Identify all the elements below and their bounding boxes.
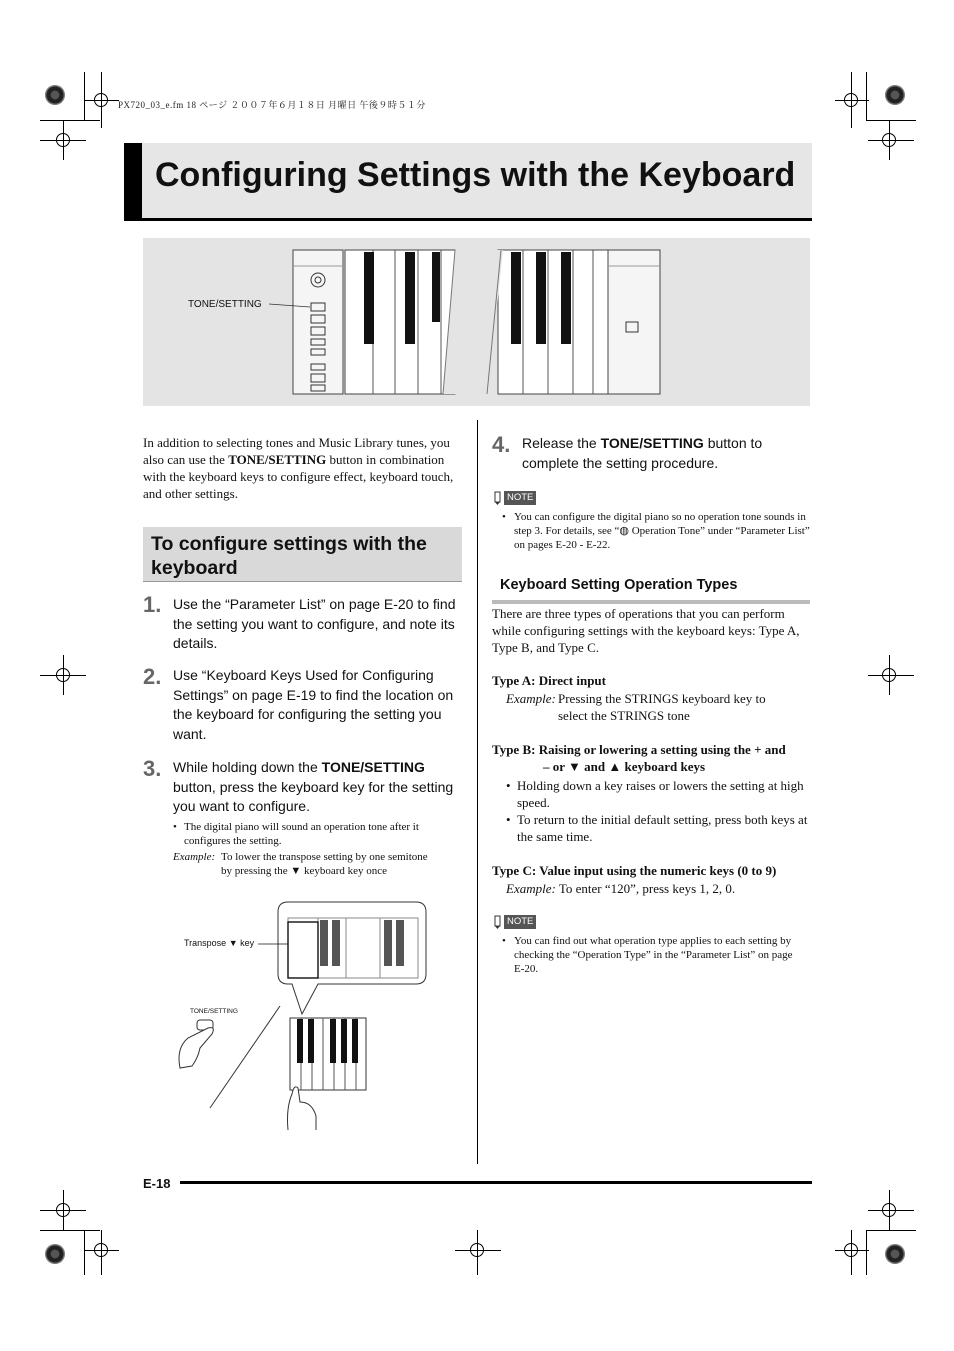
keyboard-panel-drawing xyxy=(143,238,810,406)
registration-mark xyxy=(885,1244,905,1264)
pencil-icon xyxy=(492,491,504,505)
registration-mark xyxy=(885,85,905,105)
note-1-bullet: • You can configure the digital piano so no operation tone sounds in step 3. For details, see “◍ Operation Tone” under “Parameter List” on pages E-20 - E-22. xyxy=(502,511,810,551)
type-b-bullet: • To return to the initial default setting, press both keys at the same time. xyxy=(506,812,808,844)
type-a-heading: Type A: Direct input xyxy=(492,673,606,688)
note-label: NOTE xyxy=(504,491,536,505)
page-number: E-18 xyxy=(143,1176,171,1191)
type-a-example: Example: Pressing the STRINGS keyboard key to select the STRINGS tone xyxy=(506,691,766,723)
step-number: 4. xyxy=(492,432,511,457)
column-divider xyxy=(477,420,478,1164)
step-3-text: While holding down the TONE/SETTING button, press the keyboard key for the setting you want to configure. xyxy=(173,759,454,814)
step-4-text: Release the TONE/SETTING button to complete the setting procedure. xyxy=(522,435,763,471)
pencil-icon xyxy=(492,915,504,929)
step-1-text: Use the “Parameter List” on page E-20 to find the setting you want to configure, and note its details. xyxy=(173,596,456,651)
footer-rule xyxy=(180,1181,812,1184)
keyboard-illustration xyxy=(143,238,810,406)
note-label: NOTE xyxy=(504,915,536,929)
step-3-example: Example: To lower the transpose setting by one semitone by pressing the ▼ keyboard key once xyxy=(173,851,428,877)
file-header-line: PX720_03_e.fm 18 ページ ２００７年６月１８日 月曜日 午後９時５１分 xyxy=(118,100,426,110)
tone-setting-callout: TONE/SETTING xyxy=(188,299,262,310)
step-3-bullet: • The digital piano will sound an operation tone after it configures the setting. xyxy=(173,821,419,847)
tone-setting-small-label: TONE/SETTING xyxy=(190,1008,238,1015)
title-bar xyxy=(124,143,812,221)
note-2-bullet: • You can find out what operation type applies to each setting by checking the “Operation Type” in the “Parameter List” on page E-20. xyxy=(502,935,793,975)
step-number: 2. xyxy=(143,664,162,689)
section-heading-box xyxy=(143,527,462,582)
type-c-heading: Type C: Value input using the numeric keys (0 to 9) xyxy=(492,863,777,878)
note-badge xyxy=(492,491,536,505)
subheading: Keyboard Setting Operation Types xyxy=(492,576,810,604)
title-accent-block xyxy=(124,143,142,218)
registration-mark xyxy=(45,85,65,105)
transpose-figure xyxy=(170,898,440,1138)
type-c-example: Example: To enter “120”, press keys 1, 2, 0. xyxy=(506,881,736,896)
step-number: 3. xyxy=(143,756,162,781)
types-intro: There are three types of operations that you can perform while configuring settings with the keyboard keys: Type A, Type B, and Type C. xyxy=(492,606,800,655)
registration-mark xyxy=(45,1244,65,1264)
transpose-key-drawing xyxy=(170,898,440,1138)
step-2-text: Use “Keyboard Keys Used for Configuring Settings” on page E-19 to find the location on the keyboard for configuring the setting you want. xyxy=(173,667,454,742)
intro-paragraph: In addition to selecting tones and Music Library tunes, you also can use the TONE/SETTING button in combination with the keyboard keys to configure effect, keyboard touch, and other settings. xyxy=(143,435,454,501)
note-badge xyxy=(492,915,536,929)
type-b-heading: Type B: Raising or lowering a setting using the + and – or ▼ and ▲ keyboard keys xyxy=(492,742,786,774)
section-heading: To configure settings with the keyboard xyxy=(151,533,427,579)
page-title: Configuring Settings with the Keyboard xyxy=(155,156,796,194)
type-b-bullet: • Holding down a key raises or lowers the setting at high speed. xyxy=(506,778,804,810)
transpose-key-label: Transpose ▼ key xyxy=(184,938,255,948)
step-number: 1. xyxy=(143,592,162,617)
